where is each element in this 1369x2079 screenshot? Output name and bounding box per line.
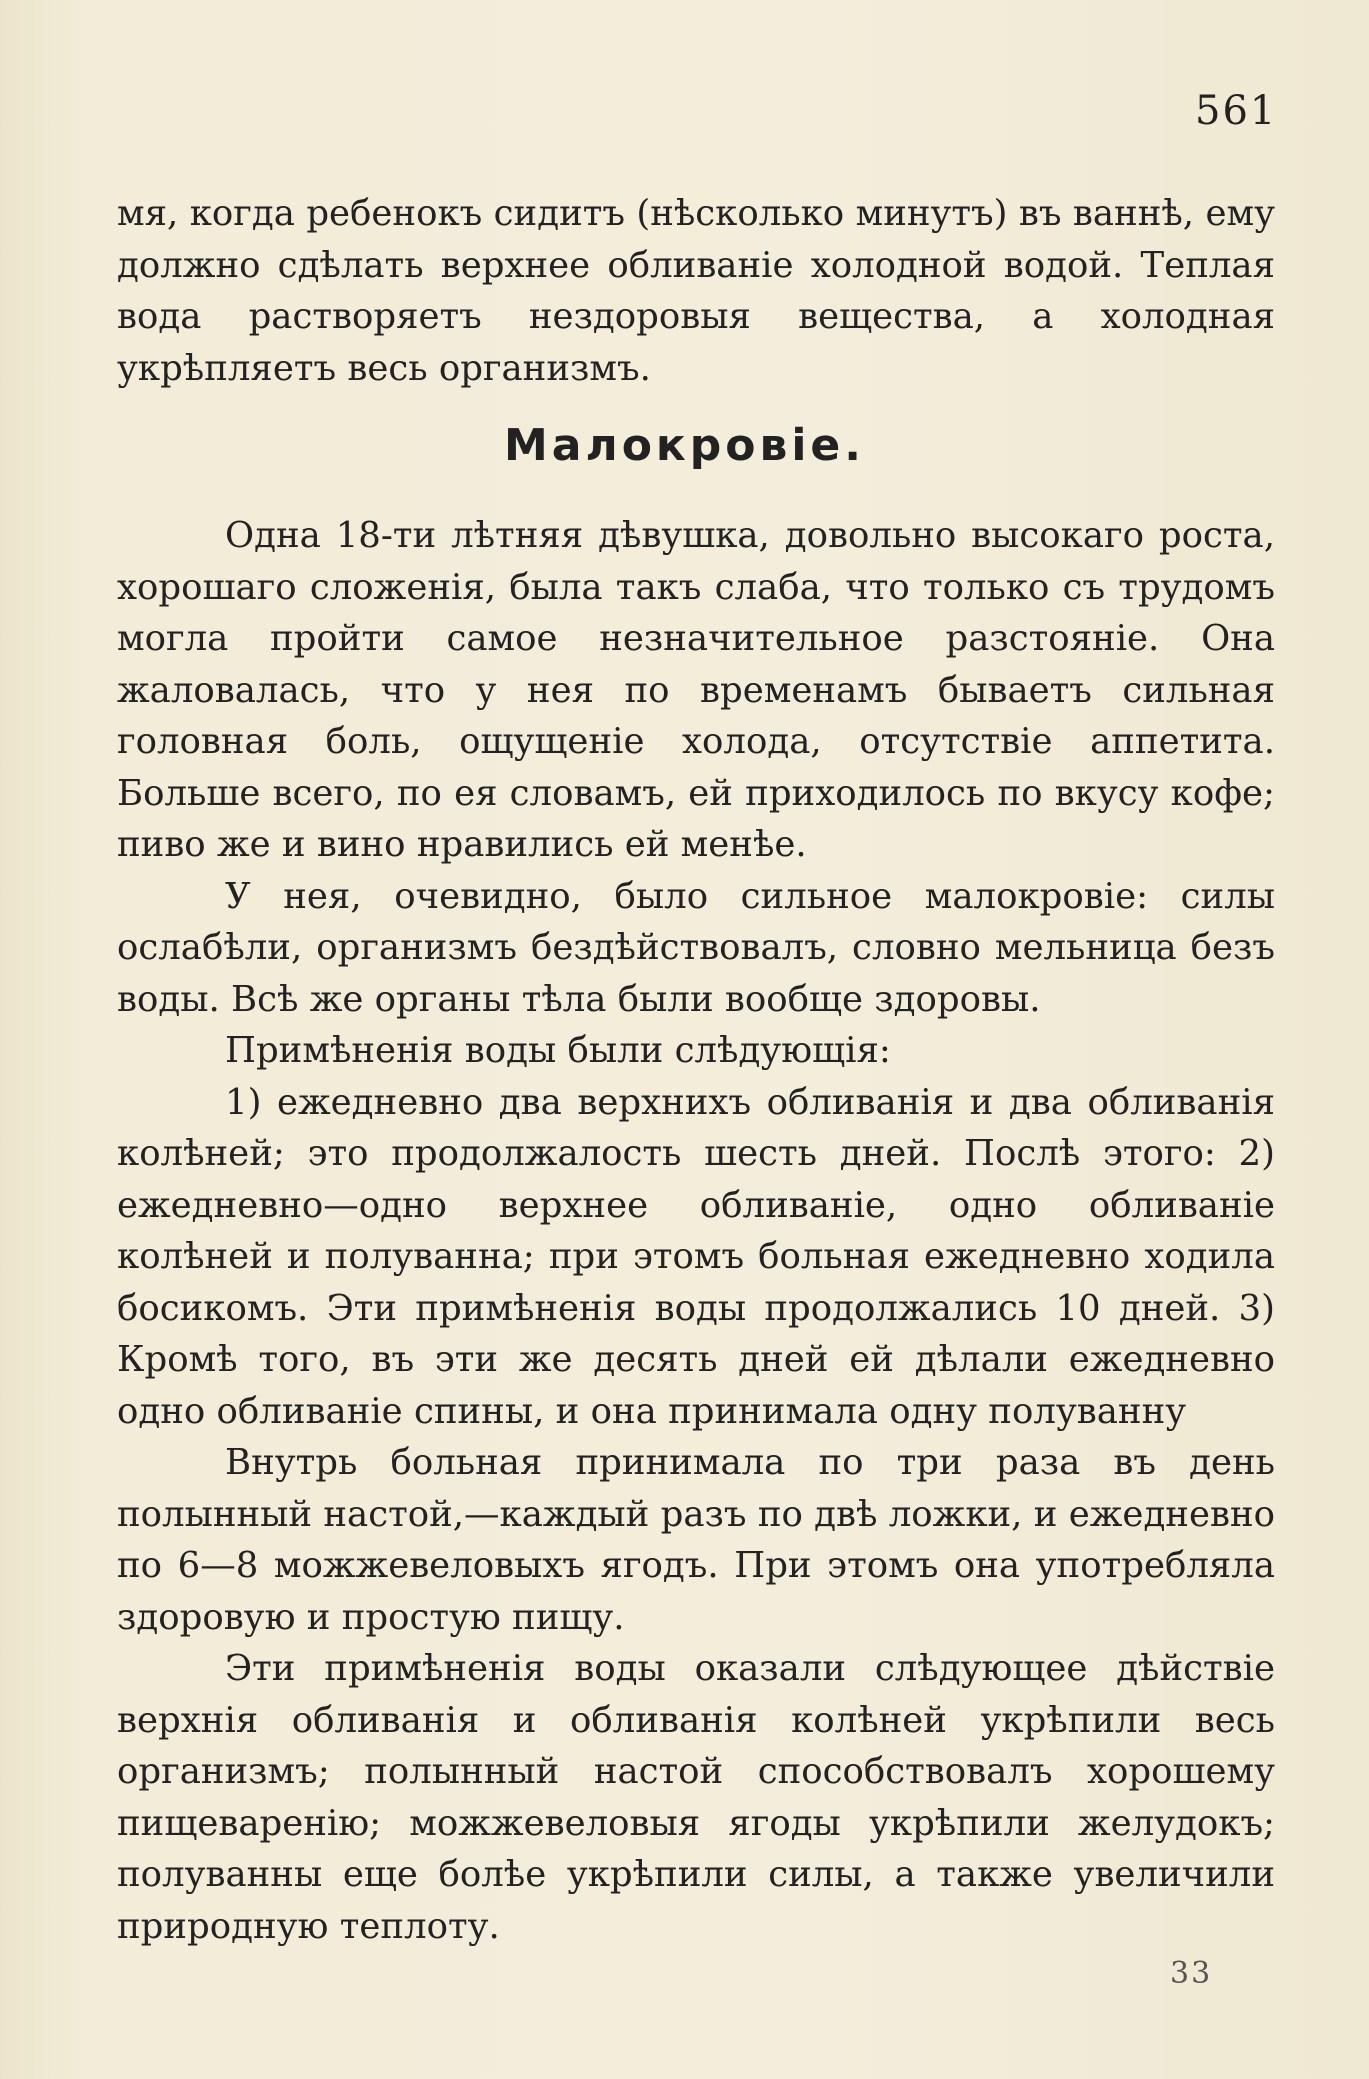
paragraph: Одна 18-ти лѣтняя дѣвушка, довольно высокаго роста, хорошаго сложенія, была такъ слаба, что только съ трудомъ могла пройти самое незначительное разстояніе. Она жаловалась, что у нея по временамъ бываетъ сильная головная боль, ощущеніе холода, отсутствіе аппетита. Больше всего, по ея словамъ, ей приходилось по вкусу кофе; пиво же и вино нравились ей менѣе. [117,515,1275,865]
lead-paragraph: мя, когда ребенокъ сидитъ (нѣсколько минутъ) въ ваннѣ, ему должно сдѣлать верхнее обливаніе холодной водой. Теплая вода растворяетъ нездоровыя вещества, а холодная укрѣпляетъ весь организмъ. [117,193,1275,389]
paragraph: Внутрь больная принимала по три раза въ день полынный настой,—каждый разъ по двѣ ложки, и ежедневно по 6—8 можжевеловыхъ ягодъ. При этомъ она употребляла здоровую и простую пищу. [117,1442,1275,1638]
page-number: 561 [1195,88,1278,134]
section-title: Малокровіе. [503,420,865,471]
paragraph: 1) ежедневно два верхнихъ обливанія и два обливанія колѣней; это продолжалость шесть дней. Послѣ этого: 2) ежедневно—одно верхнее обливаніе, одно обливаніе колѣней и полуванна; при этомъ больная ежедневно ходила босикомъ. Эти примѣненія воды продолжались 10 дней. 3) Кромѣ того, въ эти же десять дней ей дѣлали ежедневно одно обливаніе спины, и она принимала одну полуванну [117,1081,1275,1432]
section-body [117,510,1275,1952]
signature-mark: 33 [1170,1956,1213,1991]
paragraph: Примѣненія воды были слѣдующія: [225,1030,891,1071]
paragraph: Эти примѣненія воды оказали слѣдующее дѣйствіе верхнія обливанія и обливанія колѣней укрѣпили весь организмъ; полынный настой способствовалъ хорошему пищеваренію; можжевеловыя ягоды укрѣпили желудокъ; полуванны еще болѣе укрѣпили силы, а также увеличили природную теплоту. [117,1648,1275,1947]
paragraph: У нея, очевидно, было сильное малокровіе: силы ослабѣли, организмъ бездѣйствовалъ, словно мельница безъ воды. Всѣ же органы тѣла были вообще здоровы. [117,875,1275,1020]
